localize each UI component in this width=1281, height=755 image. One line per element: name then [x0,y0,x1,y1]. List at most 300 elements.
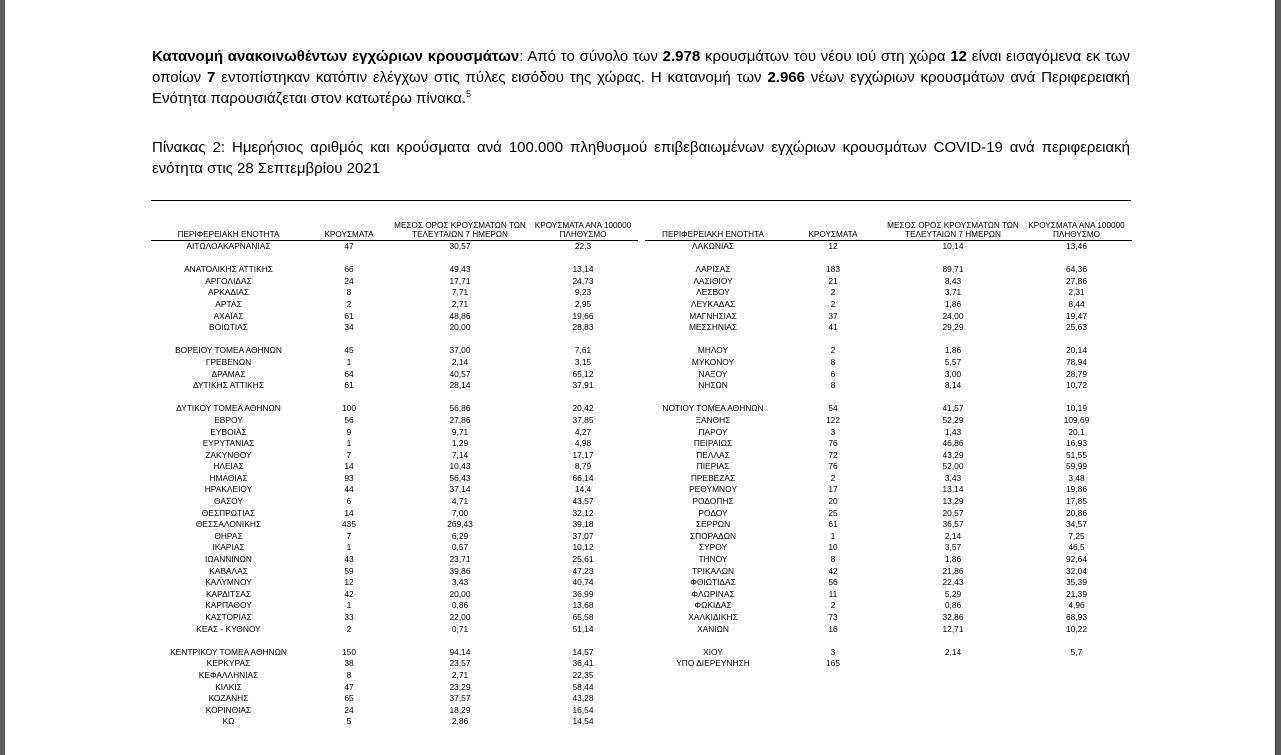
cell-per100k [528,392,638,404]
cell-region: ΔΥΤΙΚΗΣ ΑΤΤΙΚΗΣ [192,380,264,391]
cell-cases [781,253,885,265]
cell-region: ΝΗΣΩΝ [698,380,728,391]
cell-region [151,334,306,346]
cell-per100k: 20,1 [1068,426,1085,437]
cell-region: ΙΚΑΡΙΑΣ [212,542,245,553]
table-row [645,658,1132,670]
cell-cases: 17 [828,484,838,495]
cell-per100k: 10,19 [1066,403,1087,414]
cell-avg7: 4,71 [451,496,469,507]
cell-avg7: 28,14 [449,380,471,391]
cell-region: ΓΡΕΒΕΝΩΝ [205,356,252,367]
cell-per100k: 8,79 [574,461,592,472]
cell-region: ΜΗΛΟΥ [697,345,729,356]
cell-per100k [1021,392,1132,404]
cell-cases: 12 [828,241,838,251]
cell-cases [306,635,392,647]
cell-per100k: 19,47 [1066,310,1087,321]
cell-avg7: 18,29 [449,704,471,715]
cell-avg7 [392,635,528,647]
table-row [151,380,638,392]
table-row [151,264,638,276]
table-row [151,705,638,717]
table-row [645,496,1132,508]
cell-avg7 [392,334,528,346]
cell-per100k: 36,99 [572,588,594,599]
cell-avg7: 21,86 [942,565,964,576]
cell-per100k: 3,48 [1068,472,1085,483]
cell-region: ΝΟΤΙΟΥ ΤΟΜΕΑ ΑΘΗΝΩΝ [662,403,764,414]
cell-avg7: 1,43 [944,426,962,437]
cell-per100k [528,635,638,647]
cell-cases: 14 [344,507,354,518]
cell-region: ΛΕΥΚΑΔΑΣ [690,298,736,309]
cell-per100k: 13,68 [572,600,594,611]
cell-per100k: 5,7 [1070,646,1083,657]
cell-per100k: 17,17 [572,449,594,460]
table-row [645,311,1132,323]
cell-avg7: 30,57 [449,241,471,251]
cell-avg7: 3,00 [944,368,962,379]
table-row [645,508,1132,520]
cell-region: ΠΕΛΛΑΣ [696,449,730,460]
cell-per100k: 37,85 [572,414,594,425]
cell-region: ΑΧΑΪΑΣ [213,310,244,321]
table-row [151,624,638,636]
cell-region: ΚΑΒΑΛΑΣ [209,565,248,576]
cell-region: ΚΟΡΙΝΘΙΑΣ [205,704,252,715]
cell-per100k: 64,36 [1066,264,1087,275]
table-row [151,612,638,624]
cell-cases: 1 [346,600,352,611]
cell-avg7: 22,43 [942,577,964,588]
intro-paragraph: Κατανομή ανακοινωθέντων εγχώριων κρουσμάτων: Από το σύνολο των 2.978 κρουσμάτων του νέου ιού στη χώρα 12 είναι εισαγόμενα εκ των οποίων 7 εντοπίστηκαν κατόπιν ελέγχων στις πύλες εισόδου της χώρας. Η κατανομή των 2.966 νέων εγχώριων κρουσμάτων ανά Περιφερειακή Ενότητα παρουσιάζεται στον κατωτέρω πίνακα.$^5$ [152,48,1131,107]
cell-avg7: 2,14 [944,646,962,657]
table-row [151,415,638,427]
cell-per100k: 66,14 [572,472,594,483]
cell-region: ΑΡΓΟΛΙΔΑΣ [205,275,252,286]
cell-region: ΜΕΣΣΗΝΙΑΣ [688,322,738,333]
cell-avg7: 56,86 [449,403,471,414]
cell-cases: 61 [344,380,354,391]
cell-region: ΕΒΡΟΥ [214,414,243,425]
cell-cases [781,392,885,404]
cell-cases: 435 [342,519,356,530]
cell-per100k: 20,14 [1066,345,1087,356]
cell-avg7: 39,86 [449,565,471,576]
cell-per100k: 22,3 [574,241,592,251]
cell-avg7: 0,86 [944,600,962,611]
cell-avg7 [392,253,528,265]
cell-cases: 56 [344,414,354,425]
table-row [645,380,1132,392]
cell-avg7: 10,14 [942,241,964,251]
cell-per100k: 68,93 [1066,612,1087,622]
table-row [645,600,1132,612]
cell-cases: 37 [828,310,838,321]
cell-avg7: 9,71 [451,426,469,437]
cell-cases: 1 [346,438,352,449]
cell-avg7: 2,86 [451,716,469,727]
cell-cases: 25 [828,507,838,518]
cell-cases: 64 [344,368,354,379]
cell-per100k: 46,5 [1068,542,1085,553]
cell-region: ΘΕΣΣΑΛΟΝΙΚΗΣ [195,519,262,530]
cell-per100k: 21,39 [1066,588,1087,599]
cell-region [645,253,781,265]
cell-cases: 6 [830,368,836,379]
cell-region: ΤΡΙΚΑΛΩΝ [691,565,735,576]
header-region: ΠΕΡΙΦΕΡΕΙΑΚΗ ΕΝΟΤΗΤΑ [151,221,306,241]
cell-per100k: 25,63 [1066,322,1087,333]
table-row [151,450,638,462]
cell-per100k: 16,54 [572,704,594,715]
cell-per100k: 36,41 [572,658,594,669]
paragraph-title: Κατανομή ανακοινωθέντων εγχώριων κρουσμάτων [152,48,520,65]
cell-per100k [1021,334,1132,346]
cell-per100k: 59,99 [1066,461,1087,472]
cell-per100k: 7,61 [574,345,592,356]
cell-avg7: 3,43 [944,472,962,483]
cell-cases: 3 [830,646,836,657]
cell-region: ΔΥΤΙΚΟΥ ΤΟΜΕΑ ΑΘΗΝΩΝ [176,403,281,414]
table-row [151,600,638,612]
cell-avg7: 8,43 [944,275,962,286]
table-row [151,577,638,589]
header-avg7: ΜΕΣΟΣ ΟΡΟΣ ΚΡΟΥΣΜΑΤΩΝ ΤΩΝ ΤΕΛΕΥΤΑΙΩΝ 7 ΗΜΕΡΩΝ [392,221,528,241]
cell-per100k: 14,54 [572,716,594,727]
cell-per100k: 4,96 [1068,600,1085,611]
cell-cases: 42 [828,565,838,576]
cell-per100k [1021,658,1132,670]
cell-per100k [528,334,638,346]
cell-region: ΛΕΣΒΟΥ [696,287,730,298]
table-row [645,624,1132,636]
cell-per100k: 37,91 [572,380,594,391]
table-row [645,577,1132,589]
cell-avg7: 41,57 [942,403,964,414]
cell-avg7: 0,71 [451,623,469,634]
cell-per100k: 43,57 [572,496,594,507]
cell-cases: 150 [342,646,356,657]
cell-cases: 1 [346,542,352,553]
spacer-row [645,392,1132,404]
document-page [5,0,1276,755]
cell-cases: 8 [830,554,836,565]
cell-per100k: 65,12 [572,368,594,379]
table-row [645,345,1132,357]
cell-region: ΑΙΤΩΛΟΑΚΑΡΝΑΝΙΑΣ [186,241,271,251]
table-row [645,299,1132,311]
cell-avg7: 5,29 [944,588,962,599]
cell-region: ΚΟΖΑΝΗΣ [208,693,249,704]
table-row [645,403,1132,415]
cell-per100k: 8,44 [1068,298,1085,309]
table-row [151,670,638,682]
cell-cases [306,392,392,404]
cell-avg7: 3,71 [944,287,962,298]
cell-region: ΣΠΟΡΑΔΩΝ [689,530,737,541]
cell-avg7: 94,14 [449,646,471,657]
cell-per100k: 19,86 [1066,484,1087,495]
header-per100k: ΚΡΟΥΣΜΑΤΑ ΑΝΑ 100000 ΠΛΗΘΥΣΜΟ [1021,221,1132,241]
cell-avg7: 22,00 [449,612,471,622]
cell-per100k: 51,14 [572,623,594,634]
table-row [151,508,638,520]
spacer-row [151,253,638,265]
cell-cases: 34 [344,322,354,333]
cell-avg7 [885,253,1021,265]
cell-avg7 [392,392,528,404]
cell-region: ΡΟΔΟΠΗΣ [692,496,734,507]
cell-cases: 45 [344,345,354,356]
cell-region [645,334,781,346]
cell-per100k: 28,79 [1066,368,1087,379]
cell-region: ΕΥΒΟΙΑΣ [210,426,247,437]
table-row [645,241,1132,253]
cell-cases: 3 [830,426,836,437]
cell-avg7: 23,57 [449,658,471,669]
cell-region: ΔΡΑΜΑΣ [211,368,246,379]
gate-cases: 7 [207,69,216,86]
cell-per100k: 47,23 [572,565,594,576]
table-row [645,322,1132,334]
table-caption: Πίνακας 2: Ημερήσιος αριθμός και κρούσματα ανά 100.000 πληθυσμού επιβεβαιωμένων εγχώριων κρουσμάτων COVID-19 ανά περιφερειακή ενότητα στις 28 Σεπτεμβρίου 2021 [152,139,1130,177]
cell-cases: 72 [828,449,838,460]
cell-region: ΚΑΡΠΑΘΟΥ [205,600,252,611]
cell-per100k: 39,18 [572,519,594,530]
spacer-row [645,253,1132,265]
cell-cases: 2 [346,298,352,309]
table-row [151,682,638,694]
cell-avg7: 20,00 [449,322,471,333]
cell-cases: 7 [346,530,352,541]
spacer-row [151,334,638,346]
cell-avg7: 37,14 [449,484,471,495]
cell-cases: 54 [828,403,838,414]
header-per100k: ΚΡΟΥΣΜΑΤΑ ΑΝΑ 100000 ΠΛΗΘΥΣΜΟ [528,221,638,241]
table-row [645,276,1132,288]
cell-cases: 100 [342,403,356,414]
header-cases: ΚΡΟΥΣΜΑΤΑ [306,221,392,241]
cell-cases: 10 [828,542,838,553]
cell-region: ΖΑΚΥΝΘΟΥ [205,449,252,460]
cell-avg7: 2,14 [451,356,469,367]
cell-cases: 14 [344,461,354,472]
table-row [645,369,1132,381]
cell-cases: 8 [346,669,352,680]
cell-avg7: 20,00 [449,588,471,599]
cell-cases: 73 [828,612,838,622]
cell-per100k: 17,85 [1066,496,1087,507]
spacer-row [645,334,1132,346]
cell-avg7: 17,71 [449,275,471,286]
imported-cases: 12 [950,48,968,65]
cell-cases: 44 [344,484,354,495]
cell-cases: 9 [346,426,352,437]
footnote-marker: 5 [466,89,472,99]
table-row [645,542,1132,554]
cell-avg7: 49,43 [449,264,471,275]
cell-per100k: 25,61 [572,554,594,565]
cell-avg7: 269,43 [447,519,473,530]
cell-region: ΦΛΩΡΙΝΑΣ [691,588,735,599]
cell-cases: 47 [344,681,354,692]
table-row [645,461,1132,473]
cell-avg7 [885,658,1021,670]
regions-table-right [645,221,1132,670]
cell-region: ΞΑΝΘΗΣ [695,414,731,425]
header-cases: ΚΡΟΥΣΜΑΤΑ [781,221,885,241]
cell-region [645,635,781,647]
table-row [645,589,1132,601]
cell-avg7: 52,00 [942,461,964,472]
cell-cases: 2 [346,623,352,634]
cell-cases: 66 [344,264,354,275]
cell-avg7: 89,71 [942,264,964,275]
table-row [151,322,638,334]
cell-region: ΚΙΛΚΙΣ [215,681,242,692]
cell-region: ΑΡΚΑΔΙΑΣ [207,287,250,298]
cell-per100k: 10,12 [572,542,594,553]
table-row [645,264,1132,276]
cell-cases: 21 [828,275,838,286]
cell-cases: 93 [344,472,354,483]
table-row [151,287,638,299]
cell-avg7: 1,86 [944,298,962,309]
cell-region: ΛΑΚΩΝΙΑΣ [691,241,735,251]
cell-cases [306,253,392,265]
table-row [151,531,638,543]
total-cases: 2.978 [662,48,701,65]
table-row [151,276,638,288]
cell-per100k: 22,35 [572,669,594,680]
cell-per100k: 58,44 [572,681,594,692]
table-row [151,554,638,566]
cell-per100k: 78,94 [1066,356,1087,367]
cell-cases: 56 [828,577,838,588]
cell-cases: 183 [826,264,840,275]
cell-avg7: 3,57 [944,542,962,553]
cell-cases: 42 [344,588,354,599]
cell-region [645,392,781,404]
cell-avg7: 32,86 [942,612,964,622]
table-row [151,496,638,508]
cell-region: ΥΠΟ ΔΙΕΡΕΥΝΗΣΗ [676,658,750,669]
domestic-cases: 2.966 [767,69,805,86]
table-row [151,716,638,728]
cell-avg7: 40,57 [449,368,471,379]
cell-cases: 11 [828,588,838,599]
cell-avg7: 37,00 [449,345,471,356]
cell-avg7: 56,43 [449,472,471,483]
cell-avg7: 20,57 [942,507,964,518]
cell-cases [781,635,885,647]
cell-avg7: 1,29 [451,438,469,449]
cell-region: ΚΑΛΥΜΝΟΥ [205,577,252,588]
cell-per100k: 19,66 [572,310,594,321]
cell-cases: 24 [344,704,354,715]
table-row [645,647,1132,659]
cell-cases: 41 [828,322,838,333]
cell-avg7: 46,86 [942,438,964,449]
cell-avg7: 3,43 [451,577,469,588]
cell-cases: 76 [828,461,838,472]
cell-per100k: 2,31 [1068,287,1085,298]
cell-avg7: 43,29 [942,449,964,460]
regions-table-left [151,221,638,728]
cell-per100k: 13,46 [1066,241,1087,251]
cell-avg7: 10,43 [449,461,471,472]
cell-region: ΧΑΛΚΙΔΙΚΗΣ [688,612,738,622]
cell-avg7: 7,71 [451,287,469,298]
cell-avg7: 0,86 [451,600,469,611]
cell-cases: 8 [830,356,836,367]
cell-avg7: 2,71 [451,298,469,309]
cell-region: ΣΕΡΡΩΝ [695,519,731,530]
cell-per100k: 14,4 [574,484,592,495]
spacer-row [151,392,638,404]
table-row [151,299,638,311]
cell-region: ΙΩΑΝΝΙΝΩΝ [205,554,252,565]
cell-cases: 16 [828,623,838,634]
table-row [645,473,1132,485]
cell-per100k: 51,55 [1066,449,1087,460]
cell-cases: 2 [830,472,836,483]
cell-per100k: 10,72 [1066,380,1087,391]
cell-per100k: 35,39 [1066,577,1087,588]
cell-region: ΗΡΑΚΛΕΙΟΥ [204,484,253,495]
cell-per100k: 32,04 [1066,565,1087,576]
cell-region: ΜΥΚΟΝΟΥ [691,356,735,367]
table-row [151,427,638,439]
cell-avg7: 5,57 [944,356,962,367]
cell-cases: 7 [346,449,352,460]
cell-avg7: 37,57 [449,693,471,704]
cell-avg7: 13,29 [942,496,964,507]
table-row [151,519,638,531]
cell-cases: 47 [344,241,354,251]
table-row [151,566,638,578]
spacer-row [151,635,638,647]
header-avg7: ΜΕΣΟΣ ΟΡΟΣ ΚΡΟΥΣΜΑΤΩΝ ΤΩΝ ΤΕΛΕΥΤΑΙΩΝ 7 ΗΜΕΡΩΝ [885,221,1021,241]
cell-avg7: 36,57 [942,519,964,530]
cell-cases: 1 [346,356,352,367]
cell-region [151,253,306,265]
cell-per100k: 14,57 [572,646,594,657]
table-row [645,450,1132,462]
cell-avg7: 27,86 [449,414,471,425]
cell-region: ΠΡΕΒΕΖΑΣ [690,472,736,483]
cell-avg7: 24,00 [942,310,964,321]
cell-cases: 2 [830,345,836,356]
cell-per100k: 92,64 [1066,554,1087,565]
cell-region: ΤΗΝΟΥ [698,554,728,565]
cell-per100k: 40,74 [572,577,594,588]
cell-avg7: 12,71 [942,623,964,634]
cell-per100k: 10,22 [1066,623,1087,634]
cell-avg7: 1,86 [944,554,962,565]
cell-per100k [1021,635,1132,647]
cell-cases: 76 [828,438,838,449]
table-row [645,438,1132,450]
cell-region: ΠΑΡΟΥ [698,426,728,437]
table-row [151,542,638,554]
cell-per100k: 16,93 [1066,438,1087,449]
table-row [151,658,638,670]
table-row [151,589,638,601]
cell-per100k: 32,12 [572,507,594,518]
